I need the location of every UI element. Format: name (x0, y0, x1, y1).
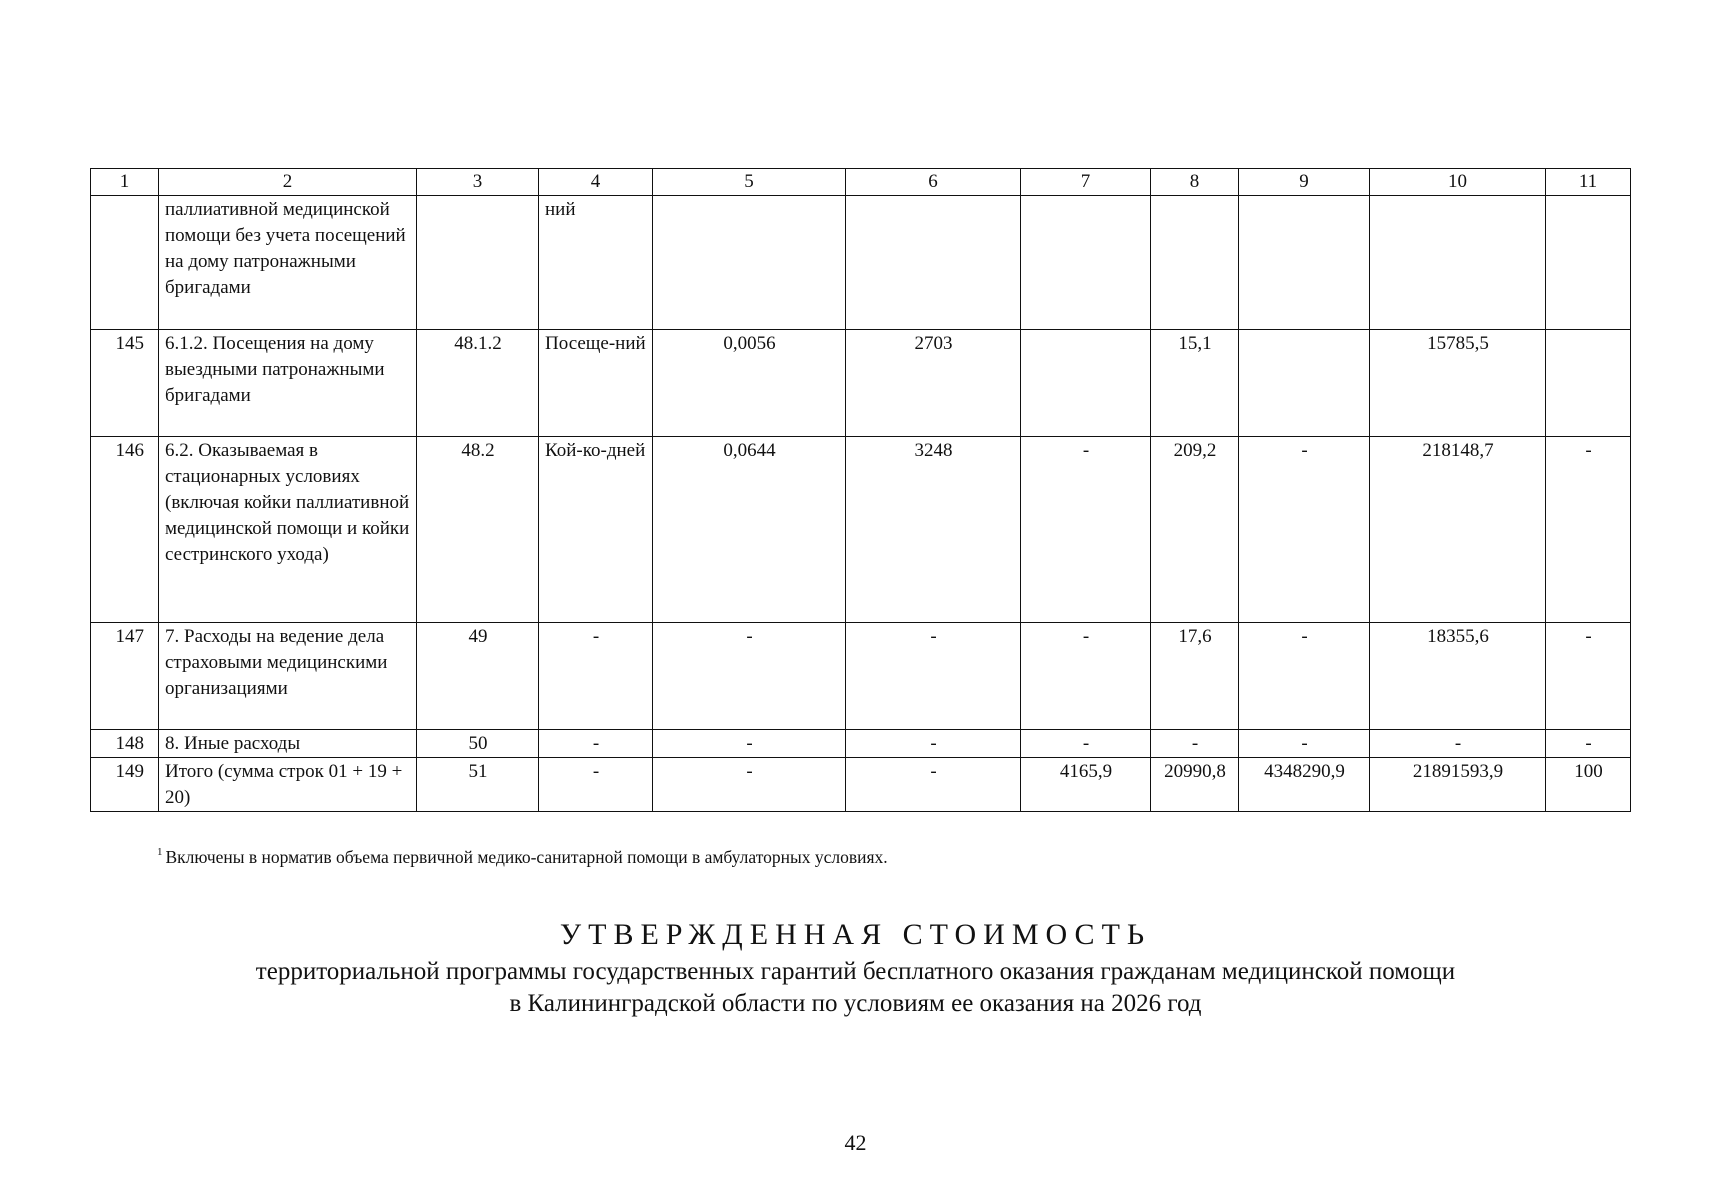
footnote (157, 846, 888, 868)
row-col-11 (1546, 196, 1631, 330)
row-col-7: - (1021, 437, 1151, 623)
row-cost-norm: 3248 (846, 437, 1021, 623)
row-col-11: - (1546, 437, 1631, 623)
header-col-2: 2 (159, 169, 417, 196)
row-indicator: 6.2. Оказываемая в стационарных условиях (включая койки паллиативной медицинской помощи и койки сестринского ухода) (159, 437, 417, 623)
table-body (91, 196, 1631, 812)
row-col-9: - (1239, 623, 1370, 730)
row-col-11: 100 (1546, 758, 1631, 812)
row-indicator: 6.1.2. Посещения на дому выездными патронажными бригадами (159, 330, 417, 437)
row-cost-norm: - (846, 623, 1021, 730)
row-col-9 (1239, 330, 1370, 437)
row-unit: - (539, 730, 653, 758)
header-row (91, 169, 1631, 196)
row-col-7: - (1021, 623, 1151, 730)
row-code: 48.2 (417, 437, 539, 623)
row-col-8: 20990,8 (1151, 758, 1239, 812)
row-col-7: 4165,9 (1021, 758, 1151, 812)
footnote-mark: 1 (157, 846, 163, 858)
table-row (91, 196, 1631, 330)
row-code: 48.1.2 (417, 330, 539, 437)
header-col-10: 10 (1370, 169, 1546, 196)
row-volume-norm: - (653, 758, 846, 812)
table-row (91, 730, 1631, 758)
row-col-10: 15785,5 (1370, 330, 1546, 437)
row-code: 49 (417, 623, 539, 730)
row-code: 50 (417, 730, 539, 758)
section-title: УТВЕРЖДЕННАЯ СТОИМОСТЬ (559, 918, 1152, 951)
row-indicator: 8. Иные расходы (159, 730, 417, 758)
row-number: 148 (91, 730, 159, 758)
row-col-8: - (1151, 730, 1239, 758)
header-col-5: 5 (653, 169, 846, 196)
row-cost-norm: - (846, 758, 1021, 812)
section-subtitle-line-2: в Калининградской области по условиям ее оказания на 2026 год (509, 990, 1202, 1017)
header-col-1: 1 (91, 169, 159, 196)
table-row (91, 623, 1631, 730)
header-col-4: 4 (539, 169, 653, 196)
row-volume-norm: - (653, 730, 846, 758)
row-col-9: 4348290,9 (1239, 758, 1370, 812)
row-col-9 (1239, 196, 1370, 330)
row-cost-norm: 2703 (846, 330, 1021, 437)
row-number: 147 (91, 623, 159, 730)
row-col-7: - (1021, 730, 1151, 758)
page-number: 42 (844, 1130, 867, 1155)
row-unit: - (539, 758, 653, 812)
row-col-11: - (1546, 623, 1631, 730)
row-volume-norm: - (653, 623, 846, 730)
row-volume-norm: 0,0056 (653, 330, 846, 437)
row-code: 51 (417, 758, 539, 812)
table-row (91, 330, 1631, 437)
row-unit: Посеще-ний (539, 330, 653, 437)
row-number: 149 (91, 758, 159, 812)
row-col-8: 15,1 (1151, 330, 1239, 437)
row-unit: Кой-ко-дней (539, 437, 653, 623)
row-code (417, 196, 539, 330)
table-header (91, 169, 1631, 196)
row-volume-norm: 0,0644 (653, 437, 846, 623)
row-col-10 (1370, 196, 1546, 330)
header-col-9: 9 (1239, 169, 1370, 196)
header-col-7: 7 (1021, 169, 1151, 196)
table-row (91, 437, 1631, 623)
footnote-text: Включены в норматив объема первичной медико-санитарной помощи в амбулаторных условиях. (165, 847, 888, 867)
row-col-10: - (1370, 730, 1546, 758)
header-col-11: 11 (1546, 169, 1631, 196)
row-col-11 (1546, 330, 1631, 437)
row-number: 146 (91, 437, 159, 623)
row-col-7 (1021, 330, 1151, 437)
header-col-8: 8 (1151, 169, 1239, 196)
row-unit: - (539, 623, 653, 730)
row-col-8 (1151, 196, 1239, 330)
row-col-7 (1021, 196, 1151, 330)
row-col-10: 18355,6 (1370, 623, 1546, 730)
cost-table (90, 168, 1631, 812)
header-col-6: 6 (846, 169, 1021, 196)
table-row (91, 758, 1631, 812)
row-col-11: - (1546, 730, 1631, 758)
row-col-9: - (1239, 437, 1370, 623)
row-cost-norm (846, 196, 1021, 330)
row-indicator: паллиативной медицинской помощи без учета посещений на дому патронажными бригадами (159, 196, 417, 330)
row-cost-norm: - (846, 730, 1021, 758)
row-col-9: - (1239, 730, 1370, 758)
row-col-10: 218148,7 (1370, 437, 1546, 623)
row-indicator: 7. Расходы на ведение дела страховыми медицинскими организациями (159, 623, 417, 730)
row-volume-norm (653, 196, 846, 330)
row-col-10: 21891593,9 (1370, 758, 1546, 812)
row-indicator: Итого (сумма строк 01 + 19 + 20) (159, 758, 417, 812)
row-number: 145 (91, 330, 159, 437)
row-col-8: 17,6 (1151, 623, 1239, 730)
header-col-3: 3 (417, 169, 539, 196)
row-col-8: 209,2 (1151, 437, 1239, 623)
row-number (91, 196, 159, 330)
section-subtitle-line-1: территориальной программы государственных гарантий бесплатного оказания гражданам медицинской помощи (255, 958, 1456, 985)
row-unit: ний (539, 196, 653, 330)
